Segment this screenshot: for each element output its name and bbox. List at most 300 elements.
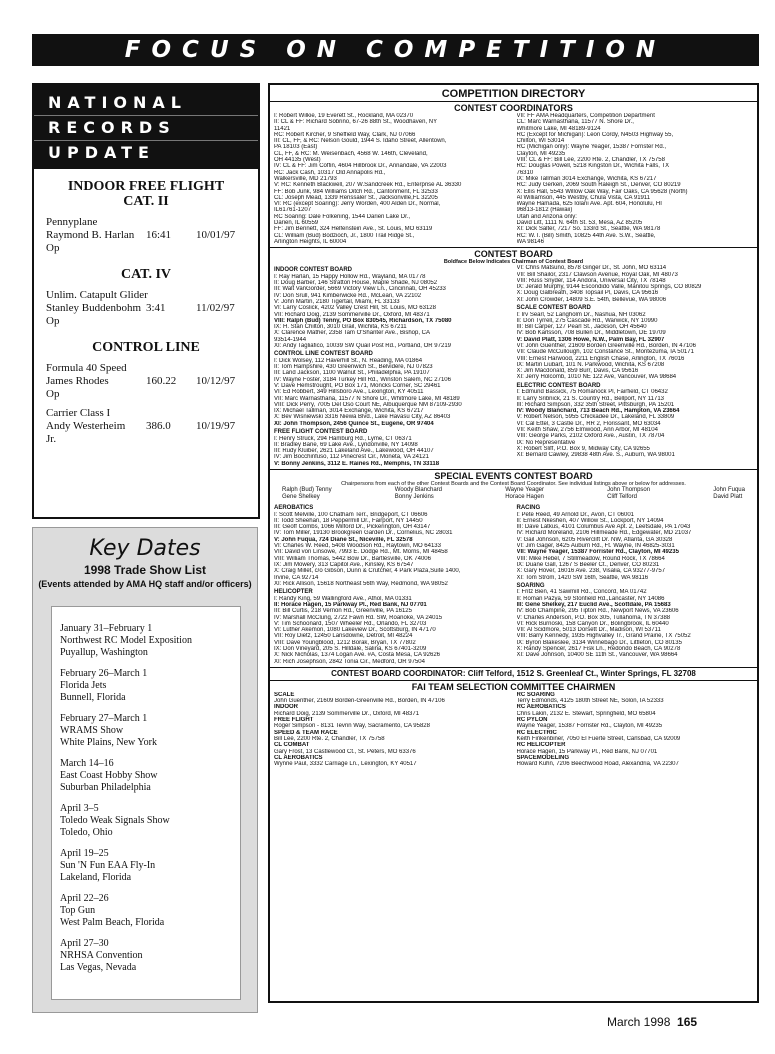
- record-row: [34, 375, 258, 388]
- record-name: Raymond B. Harlan: [46, 229, 135, 241]
- coordinators-left: [274, 113, 511, 245]
- coordinators-right: [511, 113, 754, 245]
- directory-line: III: Bill Curtis, 218 Vernon Rd., Greenville, PA 16125: [274, 608, 412, 615]
- directory-line: XI: Rick Allison, 15618 Northeast 56th Way, Redmond, WA 98052: [274, 580, 448, 587]
- fai-category: CL AEROBATICS: [274, 754, 323, 761]
- directory-line: I: Irv Searl, 52 Langholm Dr., Nashua, NH 03062: [516, 311, 646, 318]
- directory-line: IX: Don Vineyard, 205 S. Hilldale, Salina, KS 67401-3209: [274, 645, 427, 652]
- control-line-board-list: [274, 358, 511, 427]
- directory-line: VII: David von Linsowe, 7993 E. Dodge Rd., Mt. Morris, MI 48458: [274, 549, 448, 556]
- national-records-panel: [32, 83, 260, 519]
- directory-line: FF: Jim Bennett, 324 Helfenstein Ave., St. Louis, MO 63119: [274, 226, 433, 233]
- trade-show-event: [60, 668, 240, 704]
- event-name: Top Gun: [60, 905, 96, 916]
- directory-line: II: Doug Barber, 146 Stratton House, Maple Shade, NJ 08052: [274, 280, 438, 287]
- scale-board-list: [517, 312, 754, 381]
- directory-line: XI: Bernard Cawley, 29838 48th Ave. S., Auburn, WA 98001: [516, 452, 675, 459]
- fai-chairman: Wynne Paul, 3332 Carriage Ln., Lexington, KY 40517: [274, 761, 417, 768]
- directory-line: VI: Charles W. Reed, 5408 Woodson Rd., Raytown, MO 64133: [274, 543, 441, 550]
- directory-line: CL, FF, & RC: M. Weisenbach, 4568 W. 146th, Cleveland,: [274, 150, 428, 157]
- directory-line: VII: Wayne Yeager, 15387 Forrister Rd., Clayton, MI 49235: [516, 549, 679, 556]
- trade-show-event: [60, 893, 240, 929]
- aerobatics-list: [274, 512, 511, 588]
- directory-line: VIII: William Thomas, 5442 Bow Dr., Bartlesville, OK 74006: [274, 555, 431, 562]
- directory-line: VII: Claude McCullough, 102 Constance St., Montezuma, IA 50171: [516, 349, 694, 356]
- event-date: April 22–26: [60, 893, 109, 904]
- event-name: Sun 'N Fun EAA Fly-In: [60, 860, 156, 871]
- chair-name: Horace Hagen: [505, 493, 544, 500]
- chair-name: Wayne Yeager: [505, 487, 544, 494]
- directory-line: II: Larry Sribnick, 21 S. Country Rd., Bellport, NY 11713: [516, 395, 665, 402]
- chair-pair: [713, 487, 745, 500]
- directory-line: X: Ellis Hall, 5543 Willow Oak Way, Fair Oaks, CA 95628 (North): [516, 188, 688, 195]
- contest-board-title: CONTEST BOARD: [474, 249, 553, 260]
- directory-line: IV: Jim Bocchinfuso, 112 Pinecrest Cir., Moneta, VA 24121: [274, 454, 429, 461]
- cat4-heading: CAT. IV: [120, 267, 172, 282]
- directory-line: I: Edmund Bassick, 75 Romanock Pl, Fairfield, CT 06432: [516, 389, 668, 396]
- coordinators-title: CONTEST COORDINATORS: [454, 103, 573, 113]
- trade-show-event: [60, 623, 240, 659]
- event-place: Puyallup, Washington: [60, 647, 148, 658]
- record-name: James Rhodes: [46, 375, 109, 387]
- directory-line: VI: Jim Gager, 8425 Auburn Rd., Ft. Wayne, IN 46825-3031: [516, 543, 675, 550]
- chair-name: Bonny Jenkins: [394, 493, 434, 500]
- chair-name: Woody Blanchard: [394, 487, 443, 494]
- chair-name: David Platt: [713, 493, 743, 500]
- event-place: West Palm Beach, Florida: [60, 917, 165, 928]
- soaring-list: [517, 589, 754, 658]
- special-right: [511, 503, 754, 665]
- key-dates-title: Key Dates: [89, 536, 201, 561]
- directory-line: V: Charles Anderson, P.O. Box 305, Tullahoma, TN 37388: [516, 614, 671, 621]
- indoor-board-list: [274, 274, 511, 350]
- fai-category: SCALE: [274, 691, 295, 698]
- fai-chairman: Roger Simpson - 8131 Tevrin Way, Sacramento, CA 95828: [274, 723, 430, 730]
- directory-line: X: Doug Galbreath, 3408 Topsail Pl, Davis, CA 95616: [516, 290, 659, 297]
- record-class: Jr.: [46, 433, 57, 445]
- directory-line: RC: Robert Kircher, 9 Sheffield Way, Clark, NJ 07066: [274, 131, 416, 138]
- directory-line: III: Dave Latkus, 4101 Columbus Ave Apt. 2, Leetsdale, PA 17043: [516, 524, 691, 531]
- directory-line: RC: Douglas Powell, 5218 Kingston Dr., Wichita Falls, TX: [516, 163, 670, 170]
- directory-line: CL: Joseph Mead, 1339 Renssaler St., Jacksonville,FL 32205: [274, 194, 438, 201]
- electric-board-list: [517, 389, 754, 458]
- fai-category: SPACEMODELING: [516, 754, 570, 761]
- fai-chairman: Gary Frost, 13 Castlewood Ct., St. Peters, MO 63376: [274, 748, 416, 755]
- directory-line: VII: Al Scidmore, 5013 Dorsett Dr., Madison, WI 53711: [516, 627, 661, 634]
- header-line: RECORDS: [34, 116, 258, 141]
- directory-line: IX: Byron Blakeslee, 3134 Winnebago Dr., Littleton, CO 80135: [516, 639, 682, 646]
- directory-line: RC Soaring: Dale Folkening, 1544 Darien Lake Dr.,: [274, 213, 411, 220]
- directory-line: III: Gene Shelkey, 217 Euclid Ave., Scottdale, PA 15683: [516, 601, 671, 608]
- directory-line: I: Henry Struck, 294 Hamburg Rd., Lyme, CT 06371: [274, 435, 412, 442]
- special-left: [274, 503, 511, 665]
- trade-show-event: [60, 938, 240, 974]
- directory-line: V: Tim Schoonard, 1507 Wheeler Rd., Orlando, FL 32703: [274, 620, 427, 627]
- directory-line: CL: William (Bud) Bodzioch, Jr., 1800 Trail Ridge St.,: [274, 232, 415, 239]
- key-dates-panel: [32, 527, 258, 1013]
- directory-line: XI: Rich Josephson, 2842 Tonia Cir., Medford, OR 97504: [274, 658, 425, 665]
- record-entry: [34, 216, 258, 255]
- record-row: [34, 420, 258, 433]
- event-name: East Coast Hobby Show: [60, 770, 158, 781]
- event-date: April 19–25: [60, 848, 109, 859]
- directory-line: XI: Dave Johnson, 10400 SE 11th St., Vancouver, WA 98664: [516, 652, 678, 659]
- directory-line: V: RC: Kenneth Blackwell, 207 W.Sandcreek Rd., Enterprise AL 36330: [274, 182, 462, 189]
- record-name: Andy Westerheim: [46, 420, 126, 432]
- records-body: [34, 179, 258, 446]
- directory-line: Chilton, WI 53014: [516, 138, 565, 145]
- directory-line: I: Robert Wilkie, 19 Everett St., Rockland, MA 02370: [274, 113, 414, 119]
- directory-line: III: Geoff Combs, 1066 Milford Dr., Pickerington, OH 43147: [274, 524, 431, 531]
- directory-line: IV: Marshall McClung, 2722 Fawn Rd. SW, Roanoke, VA 24015: [274, 614, 443, 621]
- directory-line: RC: Jack Cash, 10317 Old Annapolis Rd.,: [274, 169, 386, 176]
- competition-directory: [268, 83, 759, 1003]
- directory-line: VIII: Barry Kennedy, 1935 Highvalley Tr., Grand Prairie, TX 75052: [516, 633, 691, 640]
- directory-line: V: Robert Nelson, 5955 Chickadee Dr., Lakeland, FL 33809: [516, 414, 675, 421]
- record-time: 3:41: [146, 302, 166, 314]
- directory-line: Whitmore Lake, MI 48189-9124: [516, 125, 601, 132]
- directory-title: COMPETITION DIRECTORY: [270, 85, 757, 102]
- directory-line: VIII: Dave Youngblood, 1212 Borak, Bryan, TX 77802: [274, 639, 416, 646]
- directory-line: IX: Jerald Murphy, 9144 Escondido Valle, Manitou Springs, CO 80829: [516, 284, 702, 291]
- boards-left: [274, 265, 511, 467]
- page-footer: [607, 1015, 697, 1029]
- directory-line: XI: John Crowder, 14809 S.E. 54th, Bellevue, WA 98006: [516, 296, 667, 303]
- boards-right: [511, 265, 754, 467]
- record-date: 11/02/97: [196, 302, 235, 314]
- directory-line: VI: RC (except Soaring): Jerry Worden, 400 Alden Dr., Normal,: [274, 201, 441, 208]
- fai-category: RC ELECTRIC: [516, 729, 557, 736]
- directory-line: 93514-1944: [274, 336, 307, 343]
- directory-line: X: Clarence Mather, 2358 Tam O'Shanter Ave., Bishop, CA: [274, 330, 431, 337]
- free-flight-board-heading: FREE FLIGHT CONTEST BOARD: [274, 429, 368, 436]
- chair-pair: [505, 487, 544, 500]
- trade-show-list: [51, 606, 241, 1000]
- fai-right: [511, 692, 754, 768]
- event-date: April 27–30: [60, 938, 109, 949]
- helicopter-heading: HELICOPTER: [274, 589, 313, 596]
- directory-line: 11421: [274, 125, 291, 132]
- record-date: 10/01/97: [196, 229, 236, 241]
- soaring-heading: SOARING: [516, 582, 545, 589]
- racing-heading: RACING: [516, 505, 541, 512]
- directory-line: XI: Andy Tagliafico, 10039 SW Quail Post Rd., Portland, OR 97219: [274, 343, 451, 349]
- directory-line: X: Bev Wisniewski 3316 Niewa Blvd., Lake Havasu City, AZ 86403: [274, 414, 451, 421]
- directory-line: FF: Bob Junk, 984 Williams Ditch Rd., Cantonment, FL 32533: [274, 188, 438, 195]
- directory-line: IV: Tom Miller, 19130 Brookgreen Garden Dr., Cornelius, NC 28031: [274, 530, 453, 537]
- chair-pair: [395, 487, 442, 500]
- record-event: Carrier Class I: [46, 407, 111, 419]
- national-records-header: [34, 85, 258, 169]
- directory-line: X: Nick Nicholas, 1374 Logan Ave. #A, Costa Mesa, CA 92626: [274, 652, 440, 659]
- directory-line: I: Scott Melville, 100 Chatham Terr., Bridgeport, CT 06606: [274, 511, 428, 518]
- indoor-board-heading: INDOOR CONTEST BOARD: [274, 267, 352, 274]
- directory-line: VII: Roy Dietz, 12450 Lansdowne, Detroit, MI 48224: [274, 633, 413, 640]
- header-line: UPDATE: [48, 143, 155, 162]
- board-coordinator-line: CONTEST BOARD COORDINATOR: Cliff Telford, 1512 S. Greenleaf Ct., Winter Springs, FL 32708: [331, 668, 696, 678]
- directory-line: IV: Don Srull, 941 Kimberwicke Rd., McLean, VA 22102: [274, 292, 422, 299]
- event-place: Bunnell, Florida: [60, 692, 126, 703]
- event-name: Toledo Weak Signals Show: [60, 815, 170, 826]
- directory-line: V: Bonny Jenkins, 3112 E. Raines Rd., Memphis, TN 33118: [274, 460, 440, 467]
- fai-category: RC HELICOPTER: [516, 742, 566, 749]
- directory-line: VIII: CL & FF: Bill Lee, 2200 Rte. 2, Chandler, TX 75758: [516, 157, 665, 164]
- record-row: [34, 302, 258, 315]
- free-flight-board-list: [274, 436, 511, 467]
- directory-line: IL61761-1207: [274, 207, 312, 214]
- record-entry: [34, 362, 258, 401]
- records-group-cat4: [34, 289, 258, 328]
- records-group-control: [34, 362, 258, 446]
- directory-line: III: Larid Jackson, 1100 Walnut St., Philadelphia, PA 19107: [274, 370, 430, 377]
- event-date: March 14–16: [60, 758, 114, 769]
- directory-line: X: Gary Hover, 16016 Ave. 238, Visalia, CA 93277-9757: [516, 568, 666, 575]
- fai-category: FREE FLIGHT: [274, 717, 314, 724]
- event-name: Northwest RC Model Exposition: [60, 635, 192, 646]
- special-events-chairs: [270, 487, 757, 500]
- indoor-board-continued: [517, 265, 754, 303]
- event-place: Lakeland, Florida: [60, 872, 132, 883]
- directory-line: X: Jim Macdonald, 859 Burr, Davis, CA 95616: [516, 368, 639, 375]
- directory-line: V: John Fuqua, 724 Diane St., Niceville, FL 32578: [274, 536, 413, 543]
- directory-line: II: Roman Pazya, 59 Stonfield Rd.,Lancaster, NY 14086: [516, 595, 665, 602]
- directory-line: IV: Bob Champine, 295 Tipton Rd., Newport News, VA 23606: [516, 608, 679, 615]
- records-subtitle: CAT. II: [123, 194, 169, 209]
- directory-line: Utah and Arizona only:: [516, 213, 577, 220]
- directory-line: VII: Richard Doig, 2139 Sommerville Dr., Oxford, MI 48371: [274, 311, 430, 318]
- directory-line: II: Bradley Bane, 69 Lake Ave., Lyndonville, NY 14098: [274, 441, 418, 448]
- directory-line: VIII: Dick Perry, 7005 Del Oso Court NE, Albuquerque NM 87109-2930: [274, 401, 462, 408]
- directory-line: VI: John Guenther, 21609 Borden Greenville Rd., Borden, IN 47106: [516, 343, 696, 349]
- directory-line: VII: Bill Shailor, 2317 Clawson Avenue, Royal Oak, MI 48073: [516, 271, 678, 278]
- fai-chairman: Chris Lakin, 2132 E. Stewart, Springfield, MO 65804: [516, 710, 656, 717]
- focus-banner: FOCUS ON COMPETITION: [32, 34, 759, 66]
- directory-line: VIII: Ernest Harwood, 2211 English Chase, Arlington, TX 76016: [516, 355, 685, 362]
- record-row: [34, 229, 258, 242]
- directory-line: V: Gail Johnson, 6205 Riverclift Dr. NW, Atlanta, GA 30328: [516, 536, 673, 543]
- event-place: Toledo, Ohio: [60, 827, 113, 838]
- fai-chairman: John Guenther, 21609 Borden-Greenville Rd., Borden, IN 47106: [274, 698, 445, 705]
- directory-line: XI: John Thompson, 2456 Quince St., Eugene, OR 97404: [274, 420, 434, 427]
- special-events-note: Chairpersons from each of the other Contest Boards and the Contest Board Coordinator. See individual listings above or below for addresses.: [341, 481, 686, 488]
- event-name: NRHSA Convention: [60, 950, 143, 961]
- directory-line: VI: Ed Robbert, 349 Hillsboro Ave., Lexington, KY 40511: [274, 389, 424, 396]
- fai-chairman: Terry Edmonds, 4125 180th Street NE, Solon, IA 52333: [516, 698, 664, 705]
- directory-line: II: Tom Hampshire, 430 Greenwich St., Belvidere, NJ 07823: [274, 364, 433, 371]
- directory-line: VIII: George Parks, 2102 Oxford Ave., Austin, TX 78704: [516, 433, 665, 440]
- directory-line: VIII: Ralph (Bud) Tenny, PO Box 830545, Richardson, TX 75080: [274, 317, 452, 324]
- directory-line: X: Craig Millet, c/o Gibson, Dunn & Crutcher, 4 Park Plaza,Suite 1400,: [274, 568, 461, 575]
- record-class: Op: [46, 388, 60, 400]
- event-date: April 3–5: [60, 803, 99, 814]
- fai-category: INDOOR: [274, 704, 298, 711]
- directory-line: IX: H. Stan Chilton, 3010 Grail, Wichita, KS 67211: [274, 324, 407, 331]
- directory-line: VIII: Russ Snyder, 114 Andora, Universal City, TX 78148: [516, 277, 666, 284]
- event-name: WRAMS Show: [60, 725, 124, 736]
- record-name: Stanley Buddenbohm: [46, 302, 142, 314]
- fai-chairman: Wayne Yeager, 15387 Forrister Rd., Clayton, MI 49235: [516, 723, 663, 730]
- directory-line: I: Randy King, 59 Wallingford Ave., Athol, MA 01331: [274, 595, 412, 602]
- event-place: Suburban Philadelphia: [60, 782, 151, 793]
- directory-line: XI: Dick Salter, 7217 So. 133rd St., Seattle, WA 98178: [516, 226, 661, 233]
- page-number: 165: [677, 1015, 698, 1029]
- directory-line: Walkersville, MD 21793: [274, 175, 337, 182]
- fai-category: RC SOARING: [516, 691, 555, 698]
- record-date: 10/19/97: [196, 420, 236, 432]
- header-line: NATIONAL: [34, 91, 258, 116]
- record-entry: [34, 289, 258, 328]
- control-line-board-heading: CONTROL LINE CONTEST BOARD: [274, 351, 373, 358]
- directory-line: II: Todd Sheehan, 18 Peppermill Dr., Fairport, NY 14450: [274, 517, 423, 524]
- directory-line: IX: Jim Mowery, 313 Capitol Ave., Kinsley, KS 67547: [274, 561, 414, 568]
- chair-pair: [607, 487, 650, 500]
- chair-name: John Thompson: [607, 487, 651, 494]
- directory-line: IX: Mike Tallman 3014 Exchange, Wichita, KS 67217: [516, 175, 657, 182]
- directory-line: IV: Woody Blanchard, 713 Beach Rd., Hampton, VA 23664: [516, 408, 680, 415]
- directory-line: Irvine, CA 92714: [274, 574, 319, 581]
- electric-board-heading: ELECTRIC CONTEST BOARD: [516, 382, 601, 389]
- record-time: 386.0: [146, 420, 171, 432]
- trade-show-event: [60, 758, 240, 794]
- control-line-heading: CONTROL LINE: [92, 340, 200, 355]
- directory-line: VIII: Mike Hebel, 7 Stillmeadow, Round Rock, TX 78664: [516, 555, 665, 562]
- directory-line: I: Dick Wolsey, 112 Haverhill St., N. Reading, MA 01864: [274, 357, 423, 364]
- directory-line: I: Ray Harlan, 15 Happy Hollow Rd., Wayland, MA 01778: [274, 273, 426, 280]
- directory-line: RC (Except for Michigan): Leon Cordy, N4503 Highway 55,: [516, 131, 674, 138]
- fai-left: [274, 692, 511, 768]
- directory-line: II: Ernest Nkeshen, 407 Willow St., Lockport, NY 14094: [516, 517, 664, 524]
- directory-line: IV: Wayne Foster, 3184 Turkey Hill Rd., Winston Salem, NC 27106: [274, 376, 451, 383]
- directory-line: 96813-1812 (Hawaii): [516, 207, 573, 214]
- directory-line: RC: Judy Gerken, 2069 South Raleigh St., Denver, CO 80219: [516, 182, 681, 189]
- directory-line: X: Robert Sliff, P.O. Box 9, Midway City, CA 92655: [516, 445, 650, 452]
- directory-line: VII: FF AMA Headquarters, Competition Department: [516, 113, 655, 119]
- directory-line: VII: Keith Shaw, 2756 Elmwood, Ann Arbor, MI 48104: [516, 427, 658, 434]
- chair-pair: [282, 487, 332, 500]
- directory-line: V: David Platt, 1306 Howe, N.W., Palm Bay, FL 32907: [516, 336, 665, 343]
- fai-chairman: Keith Finkenbiner, 7050 El Fuerte Street, Carlsbad, CA 92009: [516, 735, 681, 742]
- directory-line: II: Don Tyrrell, 275 Cascade Rd., Warwick, NY 10990: [516, 317, 658, 324]
- event-place: Las Vegas, Nevada: [60, 962, 137, 973]
- directory-line: III: Rudy Kluiber, 2621 Lakeland Ave., Lakewood, OH 44107: [274, 448, 434, 455]
- directory-line: Darien, IL 60559: [274, 220, 319, 227]
- directory-line: VI: Cal Ettel, 3 Castle Dr., RR 2, Florissant, MO 63034: [516, 420, 661, 427]
- trade-show-spacer: [52, 607, 240, 623]
- directory-line: III: CL, FF, & RC: Nelson Gould, 1944 S. Idaho Street, Allentown,: [274, 138, 447, 145]
- fai-category: RC PYLON: [516, 717, 548, 724]
- contest-board-note: Boldface Below Indicates Chairman of Contest Board: [443, 259, 584, 266]
- helicopter-list: [274, 596, 511, 665]
- directory-line: V: Dave Hemstrought, PO Box 171, Moncks Corner, SC 29461: [274, 382, 441, 389]
- directory-line: II: Horace Hagen, 15 Parkway Pl., Red Bank, NJ 07701: [274, 601, 427, 608]
- chair-name: Gene Shelkey: [282, 493, 320, 500]
- special-events-title: SPECIAL EVENTS CONTEST BOARD: [434, 471, 593, 482]
- record-time: 16:41: [146, 229, 172, 241]
- event-name: Florida Jets: [60, 680, 107, 691]
- record-class: Op: [46, 315, 60, 327]
- event-place: White Plains, New York: [60, 737, 157, 748]
- directory-line: Arlington Heights, IL 60004: [274, 238, 347, 245]
- directory-line: CL: Marc Warnasthana, 11577 N. Shore Dr.,: [516, 119, 634, 126]
- directory-line: RC: W.T. (Bill) Smith, 10825 44th Ave. S.W., Seattle,: [516, 232, 656, 239]
- directory-line: III: Bill Carper, 127 Pearl St., Jackson, OH 45640: [516, 324, 647, 331]
- directory-line: 76310: [516, 169, 534, 176]
- directory-line: WA 98146: [516, 238, 544, 245]
- event-date: January 31–February 1: [60, 623, 153, 634]
- directory-line: Wayne Hamada, 625 Iolani Ave. Apt. 604, Honolulu, HI: [516, 201, 662, 208]
- record-date: 10/12/97: [196, 375, 236, 387]
- fai-title: FAI TEAM SELECTION COMMITTEE CHAIRMEN: [411, 681, 616, 692]
- directory-line: RC (Michigan only): Wayne Yeager, 15387 Forrister Rd.,: [516, 144, 667, 151]
- fai-chairman: Howard Kuhn, 7206 Beechwood Road, Alexandria, VA 22307: [516, 761, 679, 768]
- fai-chairman: Horace Hagen, 15 Parkway Pl., Red Bank, NJ 07701: [516, 748, 658, 755]
- fai-chairman: Bill Lee, 2200 Rte. 2, Chandler, TX 75758: [274, 735, 385, 742]
- directory-line: OH 44135 (West): [274, 157, 321, 164]
- directory-line: VII: Marc Warnasthana, 11577 N Shore Dr., Whitmore Lake, MI 48189: [274, 395, 460, 402]
- directory-line: IV: Richard Moreland, 2106 Hillmeade Rd., Edgewater, MD 21037: [516, 530, 692, 537]
- directory-line: IX: Duane Gall, 1267 S Beeler Ct., Denver, CO 80231: [516, 561, 660, 568]
- directory-line: IX: Martin Liubart, 101 N. Parkwood, Wichita, KS 67208: [516, 361, 665, 368]
- record-event: Unlim. Catapult Glider: [46, 289, 148, 301]
- directory-line: Al Williamson, 445 Westby, Chula Vista, CA 91911: [516, 194, 651, 201]
- chair-name: Ralph (Bud) Tenny: [282, 487, 332, 494]
- directory-line: XI: Jerry Holcomb, 1010 NE 122 Ave, Vancouver, WA 98684: [516, 374, 677, 381]
- directory-line: David Litt, 1111 N. 64th St. 53, Mesa, AZ 85205: [516, 220, 643, 227]
- directory-line: VI: Chris Matsuno, 8578 Ginger Dr., St. John, MO 63114: [516, 265, 667, 272]
- directory-line: VI: Rick Burnoski, 158 Canyon Dr., Bolingbrook, IL 60440: [516, 620, 669, 627]
- event-date: February 26–March 1: [60, 668, 148, 679]
- directory-line: I: Fritz Bien, 41 Sawmill Rd., Concord, MA 01742: [516, 589, 647, 596]
- key-dates-subtitle: 1998 Trade Show List: [83, 563, 207, 577]
- directory-line: III: Walt VanGorder, 5669 Victory View Ln., Cincinnati, OH 45233: [274, 286, 446, 293]
- fai-category: RC AEROBATICS: [516, 704, 566, 711]
- directory-line: IX: Michael Tallman, 3014 Exchange, Wichita, KS 67217: [274, 408, 424, 415]
- records-group-cat2: [34, 216, 258, 255]
- directory-line: V: John Martin, 2180 Tigertail, Miami, FL 33133: [274, 298, 400, 305]
- scale-board-heading: SCALE CONTEST BOARD: [516, 305, 591, 312]
- key-dates-note: (Events attended by AMA HQ staff and/or officers): [38, 579, 252, 589]
- directory-line: X: Randy Spencer, 2617 Fisk Ln., Redondo Beach, CA 90278: [516, 645, 681, 652]
- chair-name: John Fuqua: [713, 487, 745, 494]
- chair-name: Cliff Telford: [607, 493, 637, 500]
- directory-line: IX: No Representative: [516, 439, 576, 446]
- directory-line: IV: CL & FF: Jim Coffin, 4604 Hillbrook Dr., Annandale, VA 22003: [274, 163, 447, 170]
- directory-line: II: CL & FF: Richard Sobrino, 67-26 88th St., Woodhaven, NY: [274, 119, 438, 126]
- directory-line: PA 18103 (East): [274, 144, 318, 151]
- record-event: Formula 40 Speed: [46, 362, 127, 374]
- directory-line: VI: Luther Akemon, 1080 Lakeview Dr., Scottsburg, IN 47170: [274, 627, 436, 634]
- footer-month: March 1998: [607, 1015, 671, 1029]
- records-title: INDOOR FREE FLIGHT: [67, 179, 225, 194]
- aerobatics-heading: AEROBATICS: [274, 505, 314, 512]
- record-class: Op: [46, 242, 60, 254]
- directory-line: I: Pete Reed, 49 Arnold Dr., Avon, CT 06001: [516, 511, 635, 518]
- directory-line: Clayton, MI 49235: [516, 150, 566, 157]
- trade-show-event: [60, 803, 240, 839]
- fai-chairman: Richard Doig, 2139 Sommerville Dr., Oxford, MI 48371: [274, 710, 420, 717]
- directory-line: III: Richard Simpson, 332 35th Street, Pittsburgh, PA 15201: [516, 401, 675, 408]
- directory-line: VI: Larry Coslick, 4202 Valley Crest Hill, St. Louis, MO 63128: [274, 305, 436, 312]
- event-date: February 27–March 1: [60, 713, 148, 724]
- trade-show-event: [60, 713, 240, 749]
- fai-category: SPEED & TEAM RACE: [274, 729, 338, 736]
- directory-line: IV: Bob Karlsson, 708 Bullen Dr., Middletown, DE 19709: [516, 330, 666, 337]
- record-entry: [34, 407, 258, 446]
- record-event: Pennyplane: [46, 216, 98, 228]
- racing-list: [517, 512, 754, 581]
- fai-category: CL COMBAT: [274, 742, 310, 749]
- record-time: 160.22: [146, 375, 177, 387]
